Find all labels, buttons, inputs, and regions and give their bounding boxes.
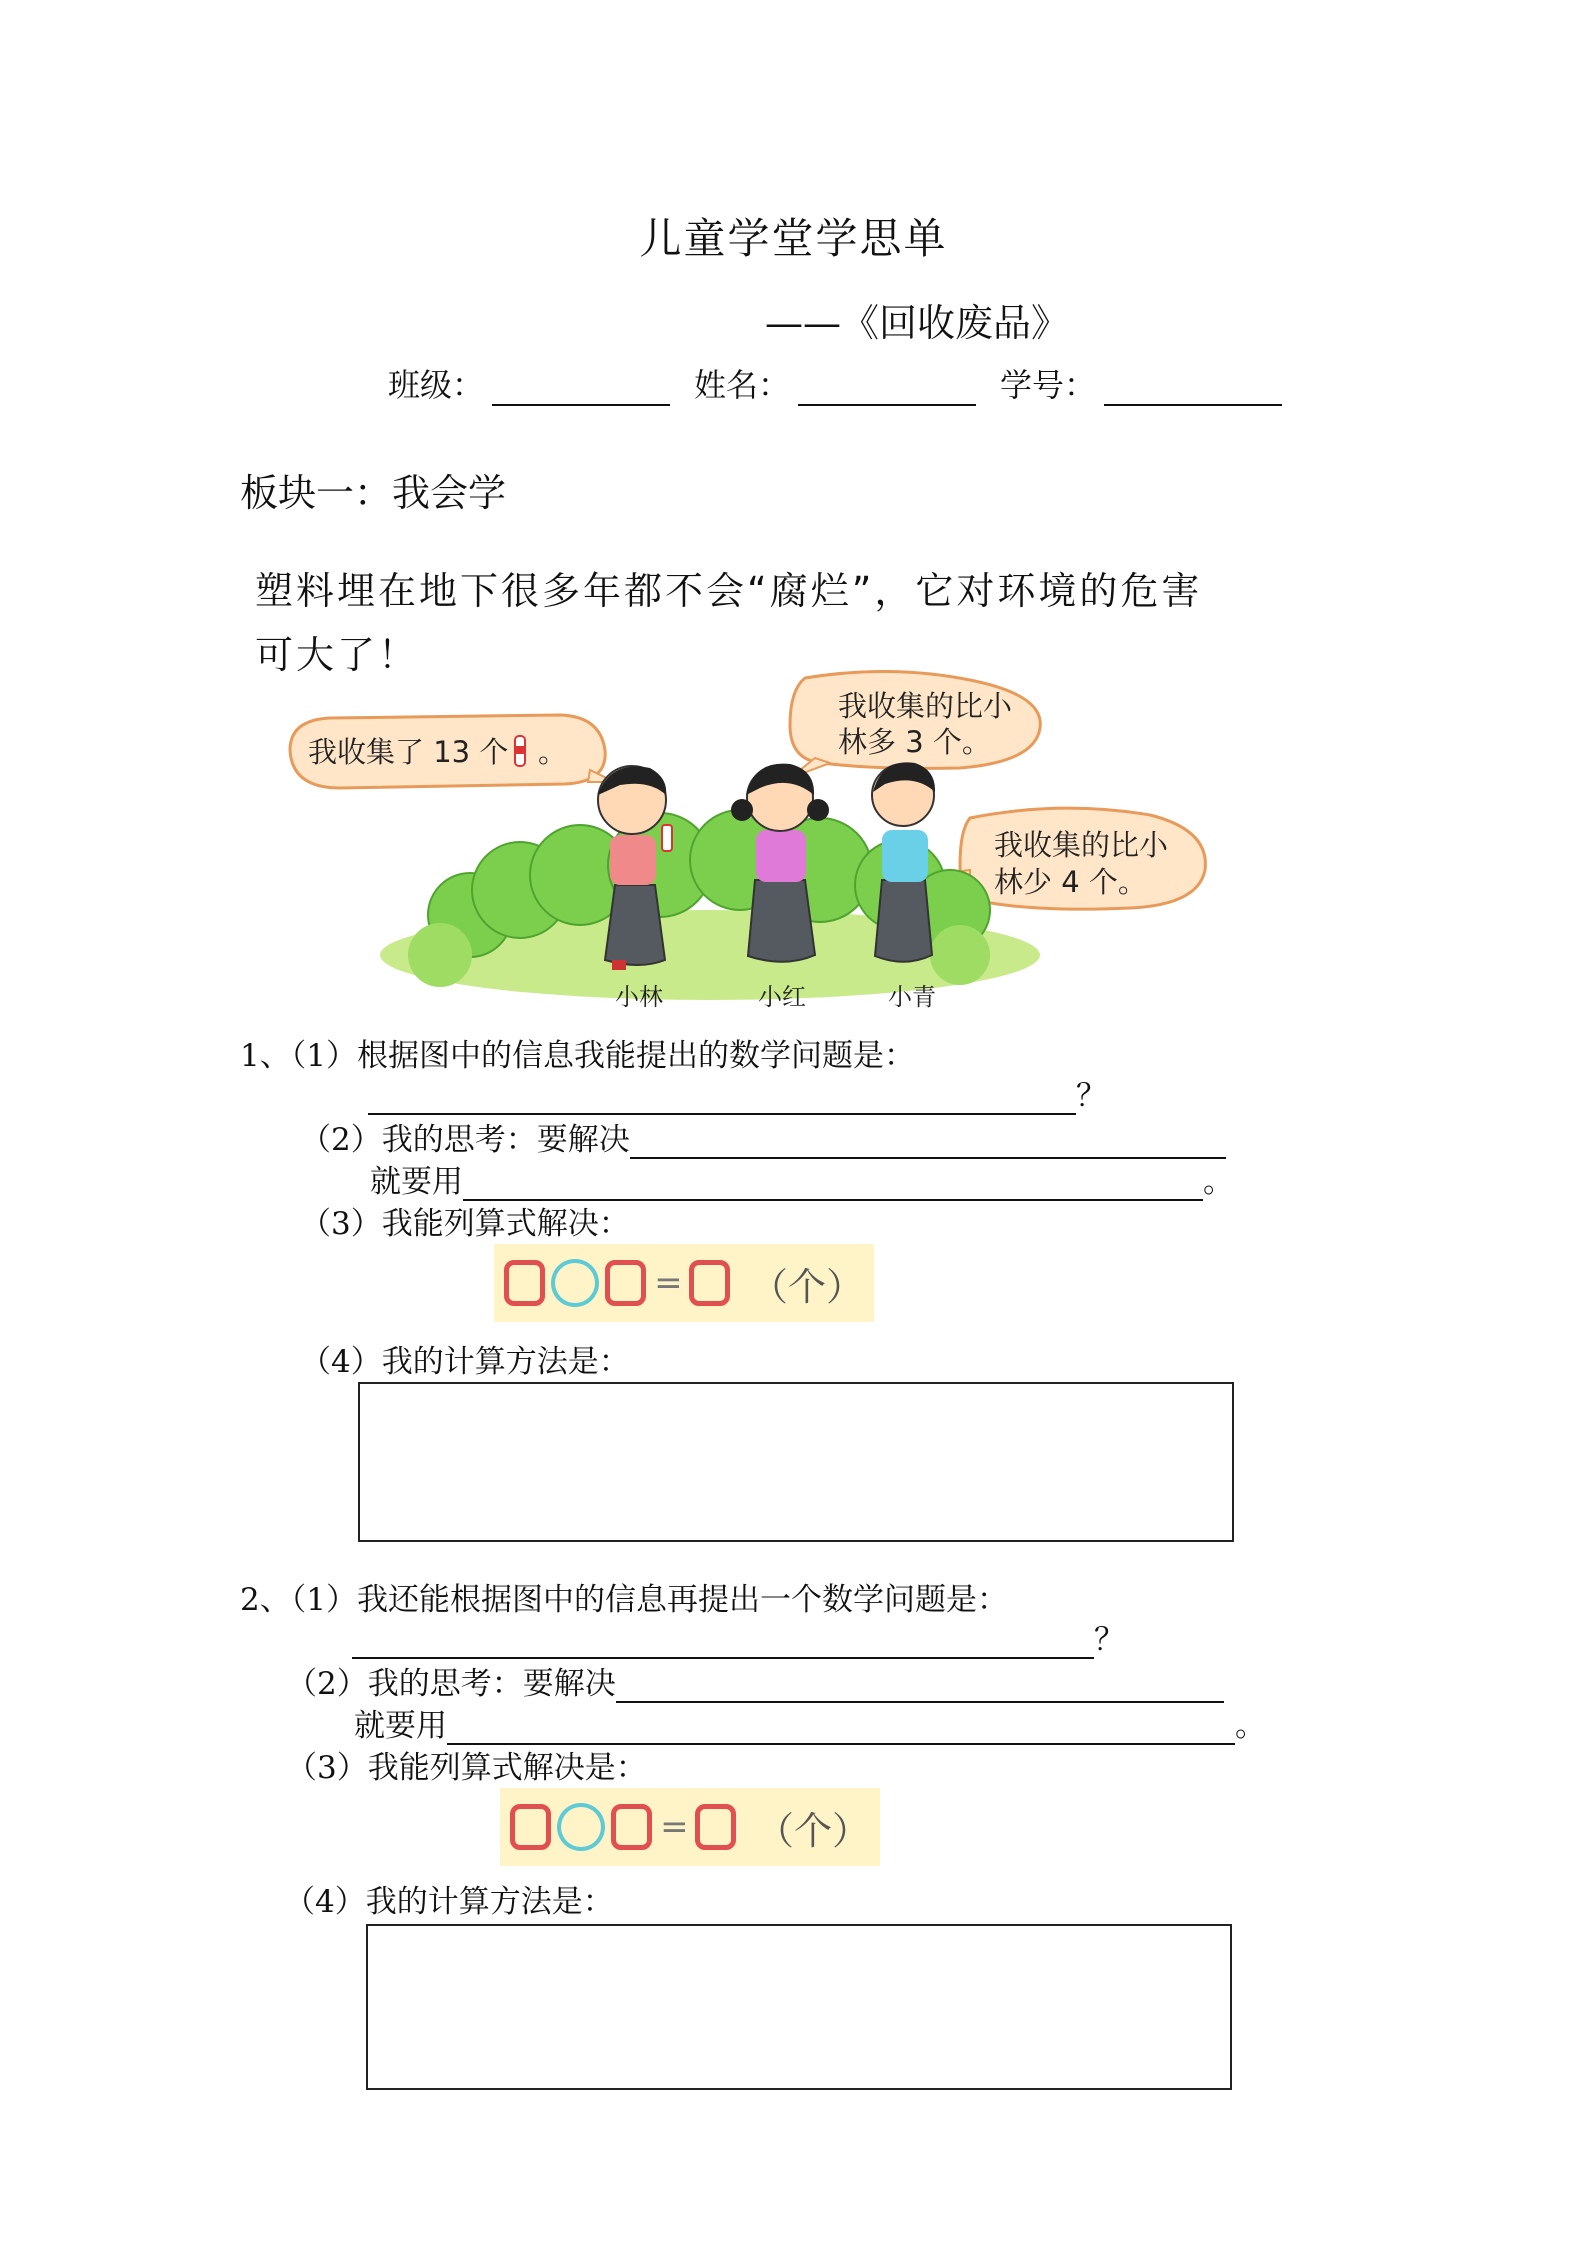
q1-part2b-row	[370, 1156, 1234, 1201]
number-input-line[interactable]	[1104, 370, 1282, 406]
q2-part1: 2、（1）我还能根据图中的信息再提出一个数学问题是：	[240, 1582, 1008, 1618]
name-xiaolin: 小林	[615, 983, 663, 1011]
q1-result-box[interactable]	[689, 1260, 730, 1306]
q1-part2b: 就要用	[370, 1164, 463, 1200]
page-title: 儿童学堂学思单	[639, 214, 948, 263]
q1-answer2-line[interactable]	[630, 1123, 1226, 1159]
bubble-hong-line1: 我收集的比小	[838, 689, 1013, 723]
q2-part2: （2）我的思考：要解决	[286, 1666, 616, 1702]
q2-answer1-line[interactable]	[352, 1623, 1094, 1659]
name-xiaoqing: 小青	[888, 983, 936, 1011]
q1-answer1-line[interactable]	[368, 1079, 1076, 1115]
q1-part4: （4）我的计算方法是：	[300, 1344, 630, 1380]
recycling-illustration	[270, 670, 1230, 1020]
q2-operator-circle[interactable]	[557, 1803, 604, 1851]
q2-number-box-1[interactable]	[510, 1804, 551, 1850]
q1-answer2b-line[interactable]	[463, 1165, 1203, 1201]
q2-part2b-row	[354, 1700, 1266, 1745]
number-field	[1000, 360, 1282, 406]
q2-unit: （个）	[755, 1808, 870, 1853]
q2-result-box[interactable]	[695, 1804, 736, 1850]
q1-part3: （3）我能列算式解决：	[300, 1206, 630, 1242]
speech-bubble-lin	[290, 715, 615, 788]
q2-period: 。	[1235, 1708, 1266, 1744]
q1-part2: （2）我的思考：要解决	[300, 1122, 630, 1158]
q1-equation	[494, 1244, 874, 1322]
intro-text-line2: 可大了！	[255, 633, 420, 677]
q2-answer1-row	[352, 1614, 1125, 1659]
bubble-hong-line2: 林多 3 个。	[838, 725, 991, 759]
class-label: 班级：	[388, 366, 485, 404]
bubble-qing-line1: 我收集的比小	[994, 828, 1169, 862]
number-label: 学号：	[1000, 366, 1097, 404]
q2-equation	[500, 1788, 880, 1866]
page-subtitle: ——《回收废品》	[765, 301, 1070, 345]
q2-answer2-line[interactable]	[616, 1667, 1224, 1703]
section-title: 板块一：我会学	[240, 471, 507, 515]
q1-qmark: ？	[1076, 1078, 1107, 1114]
class-input-line[interactable]	[492, 370, 670, 406]
name-xiaohong: 小红	[758, 983, 806, 1011]
q2-number-box-2[interactable]	[611, 1804, 652, 1850]
q1-period: 。	[1203, 1164, 1234, 1200]
intro-text-line1: 塑料埋在地下很多年都不会“腐烂”，它对环境的危害	[255, 569, 1203, 613]
q1-answer1-row	[368, 1070, 1107, 1115]
name-field	[694, 360, 976, 406]
q2-part2b: 就要用	[354, 1708, 447, 1744]
q2-qmark: ？	[1094, 1622, 1125, 1658]
q2-part4: （4）我的计算方法是：	[284, 1884, 614, 1920]
q1-part1: 1、（1）根据图中的信息我能提出的数学问题是：	[240, 1038, 915, 1074]
q1-equals-sign: =	[654, 1263, 683, 1303]
name-label: 姓名：	[694, 366, 791, 404]
bubble-qing-line2: 林少 4 个。	[994, 865, 1147, 899]
q2-method-box[interactable]	[366, 1924, 1232, 2090]
q1-operator-circle[interactable]	[551, 1259, 598, 1307]
class-field	[388, 360, 670, 406]
q1-number-box-1[interactable]	[504, 1260, 545, 1306]
q2-equals-sign: =	[660, 1807, 689, 1847]
q2-answer2b-line[interactable]	[447, 1709, 1235, 1745]
q1-part2-row	[300, 1114, 1226, 1159]
q2-part2-row	[286, 1658, 1224, 1703]
bubble-lin-text: 我收集了 13 个	[308, 735, 509, 769]
speech-bubble-hong	[790, 671, 1040, 778]
q1-method-box[interactable]	[358, 1382, 1234, 1542]
q1-unit: （个）	[749, 1264, 864, 1309]
q2-part3: （3）我能列算式解决是：	[286, 1750, 647, 1786]
name-input-line[interactable]	[798, 370, 976, 406]
q1-number-box-2[interactable]	[605, 1260, 646, 1306]
bubble-lin-end: 。	[538, 735, 568, 769]
